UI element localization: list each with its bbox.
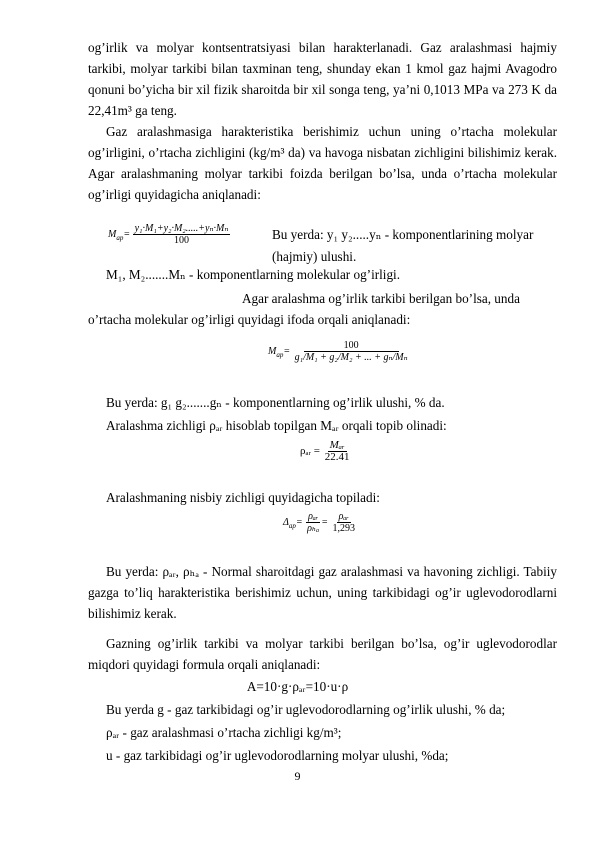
formula-density	[300, 440, 351, 463]
definition-rho	[106, 725, 341, 741]
fraction-denominator: g₁/M₁ + g₂/M₂ + ... + gₙ/Mₙ	[294, 352, 408, 363]
formula-lhs: M	[268, 345, 277, 357]
description-text: Bu yerda: g₁ g₂.......gₙ - komponentlarning og’irlik ulushi, % da.	[106, 395, 445, 410]
relative-density-intro	[106, 490, 380, 506]
paragraph-text: Gaz aralashmasiga harakteristika berishimiz uchun uning o’rtacha molekular og’irligini, o’rtacha zichligini (kg/m³ da) va havoga nisbatan zichligini bilishimiz kerak. Agar aralashmaning molyar tarkibi foizda berilgan bo’lsa, unda o’rtacha molekular og’irligi quyidagicha aniqlanadi:	[88, 124, 557, 202]
description-text: Bu yerda: y₁ y₂.....yₙ - komponentlarining molyar	[272, 227, 534, 242]
mass-fraction-description	[106, 395, 445, 411]
fraction-denominator: 1,293	[332, 523, 355, 534]
description-text: ρₐᵣ - gaz aralashmasi o’rtacha zichligi kg/m³;	[106, 725, 342, 740]
fraction-numerator: ρₐᵣ	[308, 511, 319, 522]
formula-text: A=10·g·ρₐᵣ=10·u·ρ	[246, 679, 349, 694]
density-intro	[106, 418, 447, 434]
fraction	[293, 340, 410, 363]
description-text: M₁, M₂.......Mₙ - komponentlarning molekular og’irligi.	[106, 267, 401, 282]
fraction	[330, 511, 357, 534]
fraction-denominator: ρₕₐ	[307, 523, 320, 534]
paragraph-2	[88, 121, 557, 205]
formula-1-description-cont	[272, 246, 356, 267]
paragraph-3a	[242, 291, 557, 307]
description-text: Bu yerda g - gaz tarkibidagi og’ir uglevodorodlarning og’irlik ulushi, % da;	[106, 702, 506, 717]
description-text: Aralashma zichligi ρₐᵣ hisoblab topilgan Mₐᵣ orqali topib olinadi:	[106, 418, 447, 433]
formula-relative-density: $\Delta_{ap}=$ $\frac{\text{ρₐᵣ}}{\text{ρₕₐ}}$ = $\frac{\text{ρₐᵣ}}{1,293}$	[283, 511, 355, 534]
fraction-numerator: ρₐᵣ	[338, 511, 349, 522]
paragraph-text: og’irlik va molyar kontsentratsiyasi bilan harakterlanadi. Gaz aralashmasi hajmiy tarkibi, molyar tarkibi bilan taxminan teng, shunday ekan 1 kmol gaz hajmi Avagodro qonuni bo’yicha bir xil fizik sharoitda bir xil songa teng, ya’ni 0,1013 MPa va 273 K da 22,41m³ ga teng.	[88, 40, 557, 118]
definition-g	[106, 702, 505, 718]
formula-lhs-sub: ap	[116, 233, 124, 242]
fraction	[323, 440, 352, 463]
formula-lhs-sub: ap	[276, 350, 284, 359]
fraction-numerator: 100	[304, 340, 399, 352]
formula-mean-molecular-weight: $M_{ap}=$ $\frac{\text{y₁·M₁+y₂·M₂.....+yₙ·Mₙ}}{100}$	[108, 223, 229, 246]
formula-1-description	[272, 224, 557, 245]
fraction-numerator: Mₐᵣ	[329, 439, 345, 451]
formula-mean-molecular-weight-by-mass: $M_{ap}=$ $\frac{100}{\text{g₁/M₁ + g₂/M₂ + ... + gₙ/Mₙ}}$	[268, 340, 408, 363]
fraction-denominator: 22.41	[324, 451, 350, 463]
fraction-numerator: y₁·M₁+y₂·M₂.....+yₙ·Mₙ	[134, 223, 229, 234]
paragraph-text: o’rtacha molekular og’irligi quyidagi ifoda orqali aniqlanadi:	[88, 312, 411, 327]
paragraph-3b	[88, 312, 410, 328]
molecular-weight-description	[106, 267, 400, 283]
description-text: u - gaz tarkibidagi og’ir uglevodorodlarning molyar ulushi, %da;	[106, 748, 449, 763]
paragraph-text: Agar aralashma og’irlik tarkibi berilgan bo’lsa, unda	[242, 291, 520, 306]
formula-heavy-hydrocarbons	[0, 679, 595, 695]
description-text: (hajmiy) ulushi.	[272, 249, 357, 264]
paragraph-5	[88, 633, 557, 675]
paragraph-4	[88, 561, 557, 624]
paragraph-text: Gazning og’irlik tarkibi va molyar tarkibi berilgan bo’lsa, og’ir uglevodorodlar miqdori quyidagi formula orqali aniqlanadi:	[88, 636, 557, 672]
formula-lhs: ρₐᵣ =	[300, 445, 323, 458]
fraction	[133, 223, 231, 246]
definition-u	[106, 748, 448, 764]
paragraph-text: Bu yerda: ρₐᵣ, ρₕₐ - Normal sharoitdagi gaz aralashmasi va havoning zichligi. Tabiiy gazga to’liq harakteristika berishimiz uchun, uning tarkibidagi og’ir uglevodorodlarni bilishimiz kerak.	[88, 564, 557, 621]
description-text: Aralashmaning nisbiy zichligi quyidagicha topiladi:	[106, 490, 380, 505]
formula-lhs: Δ	[283, 516, 289, 528]
formula-lhs-sub: ap	[288, 521, 296, 530]
paragraph-1	[88, 37, 557, 121]
page-number: 9	[294, 769, 301, 783]
fraction-denominator: 100	[174, 235, 189, 246]
formula-lhs: M	[108, 228, 117, 240]
fraction	[305, 511, 321, 534]
